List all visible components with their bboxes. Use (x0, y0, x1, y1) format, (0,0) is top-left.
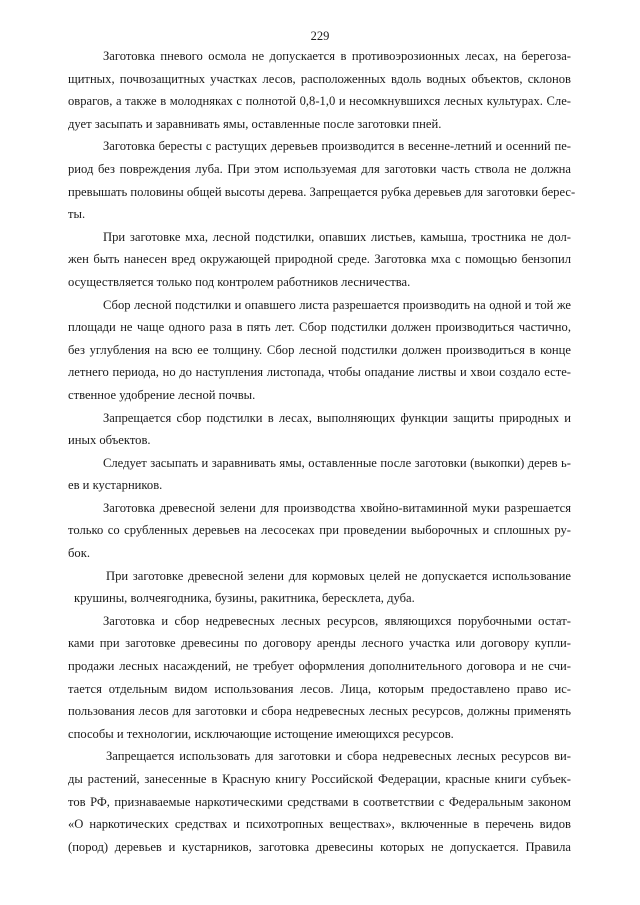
text-line: летнего периода, но до наступления листопада, чтобы опадание листвы и хвои создало есте- (68, 365, 571, 380)
text-line: Заготовка пневого осмола не допускается в противоэрозионных лесах, на берегоза- (103, 49, 571, 63)
text-line: Заготовка древесной зелени для производства хвойно-витаминной муки разрешается (103, 500, 571, 515)
text-line: «О наркотических средствах и психотропных веществах», включенные в перечень видов (68, 817, 571, 832)
text-line: Сбор лесной подстилки и опавшего листа разрешается производить на одной и той же (103, 297, 571, 312)
text-line: ками при заготовке древесины по договору аренды лесного участка или договору купли- (68, 636, 571, 651)
page-number: 229 (310, 29, 330, 43)
text-line: продажи лесных насаждений, не требует оформления дополнительного договора и не счи- (68, 659, 571, 674)
text-line: иных объектов. (68, 433, 151, 448)
text-line: площади не чаще одного раза в пять лет. Сбор подстилки должен производиться частично, (68, 320, 571, 335)
text-line: Заготовка бересты с растущих деревьев производится в весенне-летний и осенний пе- (103, 139, 571, 154)
text-line: При заготовке древесной зелени для кормовых целей не допускается использование (106, 568, 571, 583)
text-line: способы и технологии, исключающие истощение имеющихся ресурсов. (68, 726, 454, 741)
text-line: риод без повреждения луба. При этом используемая для заготовки часть ствола не должна (68, 161, 571, 176)
text-line: Следует засыпать и заравнивать ямы, оставленные после заготовки (выкопки) дерев ь- (103, 455, 571, 470)
text-line: бок. (68, 546, 90, 561)
text-line: жен быть нанесен вред окружающей природной среде. Заготовка мха с помощью бензопил (68, 252, 571, 267)
text-line: тов РФ, признаваемые наркотическими средствами в соответствии с Федеральным законом (68, 794, 571, 809)
text-line: Заготовка и сбор недревесных лесных ресурсов, являющихся порубочными остат- (103, 613, 571, 628)
text-line: без углубления на всю ее толщину. Сбор лесной подстилки должен производиться в конце (68, 342, 571, 357)
text-line: щитных, почвозащитных участках лесов, расположенных вдоль водных объектов, склонов (68, 71, 571, 86)
text-line: крушины, волчеягодника, бузины, ракитника, бересклета, дуба. (74, 591, 415, 606)
body-text (68, 45, 576, 858)
text-line: При заготовке мха, лесной подстилки, опавших листьев, камыша, тростника не дол- (103, 229, 571, 244)
text-line: пользования лесов для заготовки и сбора недревесных лесных ресурсов, должны применять (68, 704, 571, 719)
text-line: Запрещается сбор подстилки в лесах, выполняющих функции защиты природных и (103, 410, 571, 425)
text-line: тается отдельным видом использования лесов. Лица, которым предоставлено право ис- (68, 681, 571, 696)
text-line: ды растений, занесенные в Красную книгу Российской Федерации, красные книги субъек- (68, 772, 571, 786)
text-line: ев и кустарников. (68, 478, 163, 493)
text-line: (пород) деревьев и кустарников, заготовка древесины которых не допускается. Правила (68, 839, 571, 854)
text-line: Запрещается использовать для заготовки и сбора недревесных лесных ресурсов ви- (106, 749, 571, 764)
text-line: ты. (68, 207, 86, 222)
text-line: превышать половины общей высоты дерева. Запрещается рубка деревьев для заготовки берес- (68, 184, 576, 199)
text-line: дует засыпать и заравнивать ямы, оставленные после заготовки пней. (68, 116, 442, 131)
text-line: только со срубленных деревьев на лесосеках при проведении выборочных и сплошных ру- (68, 523, 571, 538)
text-line: оврагов, а также в молодняках с полнотой 0,8-1,0 и несомкнувшихся лесных культурах. Сле- (68, 94, 571, 109)
text-line: осуществляется только под контролем работников лесничества. (68, 274, 411, 289)
text-line: ственное удобрение лесной почвы. (68, 387, 256, 402)
